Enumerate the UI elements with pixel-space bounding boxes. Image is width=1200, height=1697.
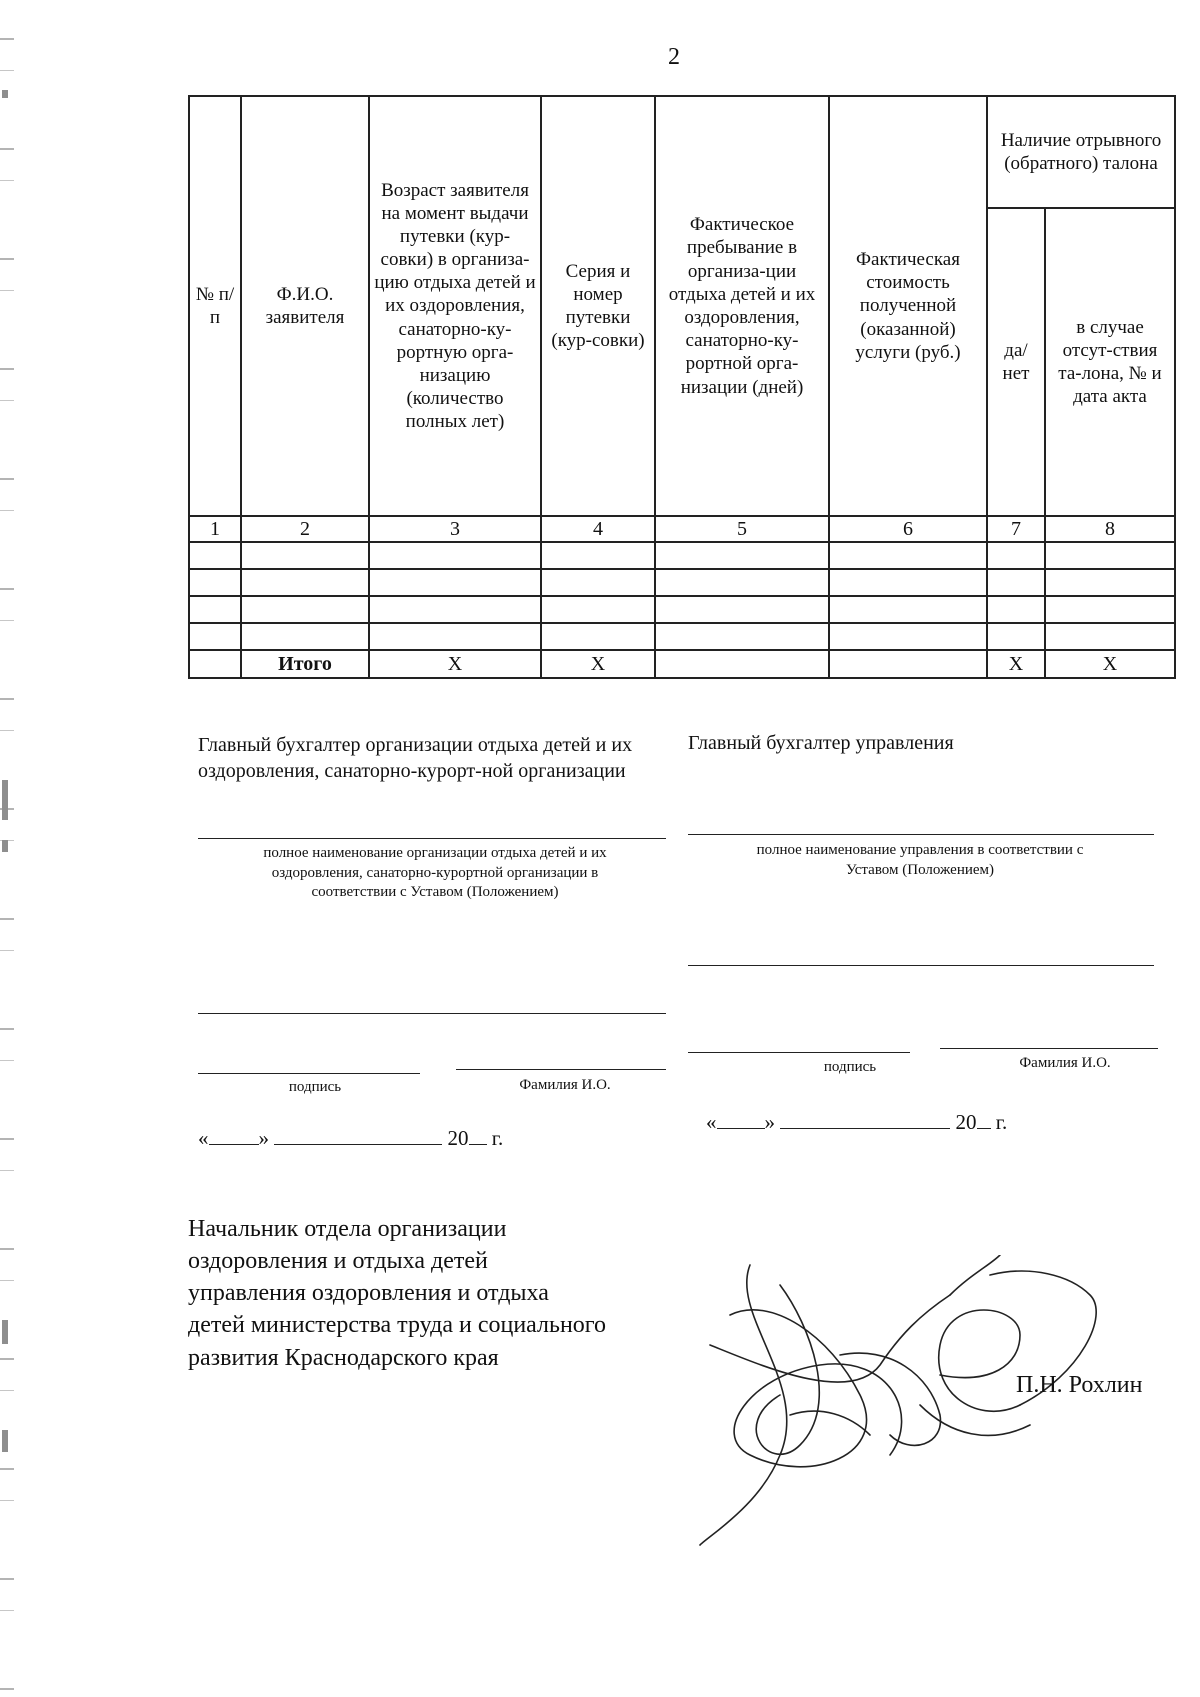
column-number-row [189, 516, 1175, 542]
right-date-suffix: г. [995, 1110, 1008, 1134]
right-sign-caption: подпись [823, 1059, 877, 1075]
left-name-line-2 [198, 1013, 666, 1014]
total-cell: Х [369, 650, 541, 678]
total-label: Итого [241, 650, 369, 678]
column-number: 4 [541, 516, 655, 542]
header-fio: Ф.И.О. заявителя [241, 96, 369, 516]
table-row [189, 596, 1175, 623]
total-row [189, 650, 1175, 678]
chief-position: Начальник отдела организации оздоровления и отдыха детей управления оздоровления и отдыха детей министерства труда и социального развития Краснодарского края [188, 1216, 607, 1371]
header-act: в случае отсут-ствия та-лона, № и дата акта [1045, 208, 1175, 516]
column-number: 6 [829, 516, 987, 542]
left-date-open: « [198, 1126, 209, 1150]
left-name-caption: полное наименование организации отдыха детей и их оздоровления, санаторно-курортной организации в соответствии с Уставом (Положением) [263, 845, 607, 900]
right-fio-line [940, 1048, 1158, 1049]
handwritten-signature-icon [690, 1255, 1170, 1555]
column-number: 7 [987, 516, 1045, 542]
header-actual-stay: Фактическое пребывание в организа-ции отдыха детей и их оздоровления, санаторно-ку-рортной орга-низации (дней) [655, 96, 829, 516]
chief-name: П.Н. Рохлин [1016, 1372, 1143, 1398]
header-actual-cost: Фактическая стоимость полученной (оказанной) услуги (руб.) [829, 96, 987, 516]
column-number: 5 [655, 516, 829, 542]
header-age: Возраст заявителя на момент выдачи путевки (кур-совки) в организа-цию отдыха детей и их оздоровления, санаторно-ку-рортную орга-низацию (количество полных лет) [369, 96, 541, 516]
table-row [189, 569, 1175, 596]
total-cell: Х [541, 650, 655, 678]
header-voucher-number: Серия и номер путевки (кур-совки) [541, 96, 655, 516]
left-date [198, 1126, 503, 1151]
right-sign-line [688, 1052, 910, 1053]
right-name-caption: полное наименование управления в соответствии с Уставом (Положением) [756, 842, 1084, 878]
left-name-line [198, 838, 666, 839]
right-name-line [688, 834, 1154, 835]
header-yes-no: да/ нет [987, 208, 1045, 516]
column-number: 2 [241, 516, 369, 542]
column-number: 3 [369, 516, 541, 542]
header-coupon-group: Наличие отрывного (обратного) талона [987, 96, 1175, 208]
right-date-open: « [706, 1110, 717, 1134]
right-date [706, 1110, 1007, 1135]
column-number: 8 [1045, 516, 1175, 542]
right-date-close: » [764, 1110, 775, 1134]
left-sign-line [198, 1073, 420, 1074]
left-date-year: 20 [447, 1126, 469, 1150]
right-signature-title: Главный бухгалтер управления [688, 732, 954, 754]
left-fio-line [456, 1069, 666, 1070]
right-date-year: 20 [955, 1110, 977, 1134]
left-date-suffix: г. [491, 1126, 504, 1150]
scan-edge [0, 0, 14, 1697]
column-number: 1 [189, 516, 241, 542]
total-cell: Х [987, 650, 1045, 678]
right-fio-caption: Фамилия И.О. [1019, 1055, 1111, 1071]
total-cell: Х [1045, 650, 1175, 678]
left-sign-caption: подпись [288, 1079, 342, 1095]
left-signature-title: Главный бухгалтер организации отдыха детей и их оздоровления, санаторно-курорт-ной организации [198, 734, 633, 783]
table-row [189, 542, 1175, 569]
header-number: № п/п [189, 96, 241, 516]
page-number: 2 [668, 44, 680, 70]
left-fio-caption: Фамилия И.О. [519, 1077, 611, 1093]
table-row [189, 623, 1175, 650]
report-table [188, 95, 1176, 679]
right-name-line-2 [688, 965, 1154, 966]
left-date-close: » [258, 1126, 269, 1150]
